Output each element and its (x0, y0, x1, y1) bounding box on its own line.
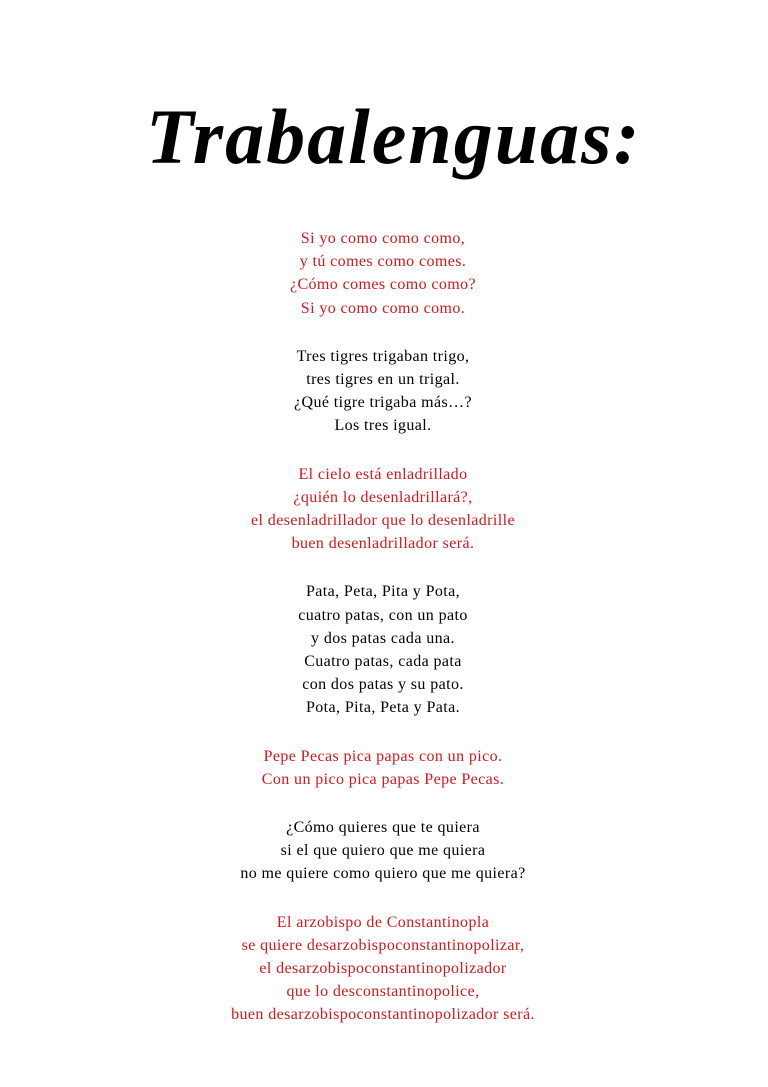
tongue-twister-list (0, 227, 768, 1052)
stanza-line: Pota, Pita, Peta y Pata. (305, 699, 461, 717)
tongue-twister-stanza (0, 911, 768, 1027)
stanza-line: Si yo como como como. (300, 299, 466, 317)
page-title: Trabalenguas: (146, 93, 642, 180)
stanza-line: Los tres igual. (334, 417, 432, 435)
tongue-twister-stanza (0, 745, 768, 791)
stanza-line: que lo desconstantinopolice, (286, 983, 480, 1001)
stanza-line: y tú comes como comes. (299, 253, 467, 271)
stanza-line: ¿Cómo quieres que te quiera (286, 819, 480, 837)
stanza-line: Tres tigres trigaban trigo, (296, 347, 470, 365)
stanza-line: Con un pico pica papas Pepe Pecas. (261, 770, 505, 788)
tongue-twister-stanza (0, 463, 768, 556)
stanza-line: se quiere desarzobispoconstantinopolizar, (241, 936, 525, 954)
tongue-twister-stanza (0, 580, 768, 719)
stanza-line: buen desarzobispoconstantinopolizador será. (231, 1006, 535, 1024)
stanza-line: el desarzobispoconstantinopolizador (259, 960, 507, 978)
stanza-line: El arzobispo de Constantinopla (276, 913, 490, 931)
stanza-line: Pepe Pecas pica papas con un pico. (263, 747, 503, 765)
stanza-line: con dos patas y su pato. (302, 676, 464, 694)
tongue-twister-stanza (0, 816, 768, 886)
tongue-twister-stanza (0, 345, 768, 438)
stanza-line: Cuatro patas, cada pata (304, 653, 462, 671)
stanza-line: el desenladrillador que lo desenladrille (251, 512, 515, 530)
stanza-line: ¿Qué tigre trigaba más…? (294, 394, 472, 412)
stanza-line: tres tigres en un trigal. (306, 371, 460, 389)
stanza-line: Pata, Peta, Pita y Pota, (305, 583, 461, 601)
stanza-line: buen desenladrillador será. (291, 535, 475, 553)
stanza-line: Si yo como como como, (300, 230, 466, 247)
stanza-line: El cielo está enladrillado (298, 465, 468, 483)
stanza-line: ¿quién lo desenladrillará?, (293, 488, 473, 506)
stanza-line: ¿Cómo comes como como? (289, 276, 477, 294)
tongue-twister-stanza (0, 227, 768, 320)
stanza-line: si el que quiero que me quiera (280, 842, 486, 860)
stanza-line: cuatro patas, con un pato (298, 606, 468, 624)
stanza-line: no me quiere como quiero que me quiera? (240, 865, 526, 883)
stanza-line: y dos patas cada una. (311, 629, 455, 647)
